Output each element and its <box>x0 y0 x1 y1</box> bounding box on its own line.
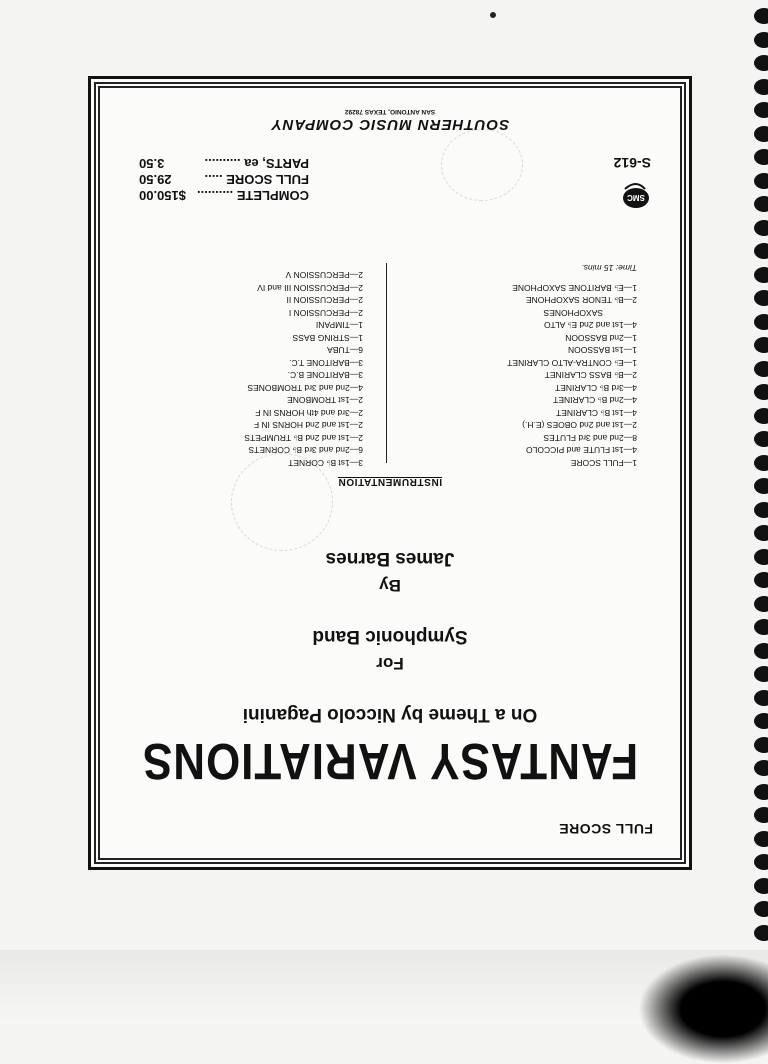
binding-loop <box>754 220 768 236</box>
composer-name: James Barnes <box>325 548 455 569</box>
binding-loop <box>754 267 768 283</box>
instrument-item: 2—1st and 2nd HORNS IN F <box>253 420 363 431</box>
instrument-item: 2—PERCUSSION I <box>288 308 363 318</box>
instrument-item: 1—1st BASSOON <box>568 345 637 356</box>
ensemble-name: Symphonic Band <box>312 626 468 647</box>
logo-text: SMC <box>627 193 645 202</box>
instrument-item: 3—BARITONE T.C. <box>289 358 363 368</box>
instrument-item: 2—1st and 2nd OBOES (E.H.) <box>522 420 637 431</box>
price-value: $150.00 <box>139 188 186 203</box>
instrument-list-brass-percussion <box>244 269 363 469</box>
by-label: By <box>379 576 401 595</box>
piece-subtitle: On a Theme by Niccolo Paganini <box>242 704 538 725</box>
binding-loop <box>754 55 768 71</box>
binding-loop <box>754 737 768 753</box>
binding-loop <box>754 854 768 870</box>
instrument-item: 6—2nd and 3rd B♭ CORNETS <box>248 445 363 456</box>
price-list <box>139 155 309 203</box>
binding-loop <box>754 408 768 424</box>
instrument-item: 8—2nd and 3rd FLUTES <box>543 433 637 443</box>
binding-loop <box>754 337 768 353</box>
publisher-address: SAN ANTONIO, TEXAS 78292 <box>344 108 436 115</box>
binding-loop <box>754 126 768 142</box>
binding-loop <box>754 525 768 541</box>
publisher-name: SOUTHERN MUSIC COMPANY <box>270 116 510 133</box>
price-label: COMPLETE .......... <box>197 188 309 203</box>
score-cover <box>88 76 692 870</box>
binding-loop <box>754 878 768 894</box>
instrument-item: SAXOPHONES <box>543 308 603 318</box>
binding-loop <box>754 690 768 706</box>
binding-loop <box>754 102 768 118</box>
piece-title: FANTASY VARIATIONS <box>141 732 639 789</box>
instrument-item: 3—BARITONE B.C. <box>287 370 363 381</box>
binding-loop <box>754 8 768 24</box>
instrument-item: 1—E♭ BARITONE SAXOPHONE <box>512 283 637 293</box>
binding-loop <box>754 619 768 635</box>
binding-loop <box>754 431 768 447</box>
binding-loop <box>754 384 768 400</box>
binding-loop <box>754 572 768 588</box>
instrument-item: 2—PERCUSSION II <box>286 295 363 306</box>
score-type-label: FULL SCORE <box>558 821 653 837</box>
binding-loop <box>754 361 768 377</box>
spiral-binding <box>746 0 768 960</box>
binding-loop <box>754 807 768 823</box>
binding-loop <box>754 32 768 48</box>
price-label: FULL SCORE ..... <box>204 172 309 187</box>
price-row-parts <box>139 155 309 171</box>
faint-stamp-mark <box>441 129 523 201</box>
binding-loop <box>754 643 768 659</box>
column-divider <box>386 263 387 463</box>
instrument-item: 4—1st and 2nd E♭ ALTO <box>543 320 637 331</box>
instrument-item: 4—3rd B♭ CLARINET <box>555 383 637 393</box>
instrument-item: 1—FULL SCORE <box>570 458 637 468</box>
binding-loop <box>754 549 768 565</box>
price-value: 29.50 <box>139 172 172 187</box>
instrument-item: 1—2nd BASSOON <box>565 333 637 343</box>
for-label: For <box>376 654 404 673</box>
binding-loop <box>754 596 768 612</box>
instrument-item: 2—B♭ BASS CLARINET <box>544 370 637 381</box>
binding-loop <box>754 925 768 941</box>
binding-loop <box>754 455 768 471</box>
binding-loop <box>754 79 768 95</box>
binding-loop <box>754 196 768 212</box>
price-row-full-score <box>139 171 309 187</box>
instrument-item: 4—1st FLUTE and PICCOLO <box>525 445 637 456</box>
binding-loop <box>754 314 768 330</box>
performance-time: Time: 15 mins. <box>581 263 637 273</box>
price-row-complete <box>139 187 309 203</box>
smc-logo-icon <box>621 183 651 211</box>
price-value: 3.50 <box>139 156 165 171</box>
price-label: PARTS, ea .......... <box>204 156 309 171</box>
instrument-item: 2—B♭ TENOR SAXOPHONE <box>525 295 637 306</box>
instrument-item: 1—E♭ CONTRA-ALTO CLARINET <box>507 358 637 368</box>
instrument-item: 6—TUBA <box>327 345 363 356</box>
binding-loop <box>754 502 768 518</box>
instrumentation-heading: INSTRUMENTATION <box>337 476 443 487</box>
ink-speck <box>490 12 496 18</box>
instrument-item: 4—1st B♭ CLARINET <box>555 408 637 418</box>
binding-loop <box>754 831 768 847</box>
binding-loop <box>754 713 768 729</box>
binding-loop <box>754 243 768 259</box>
binding-loop <box>754 478 768 494</box>
binding-loop <box>754 290 768 306</box>
binding-loop <box>754 173 768 189</box>
instrument-item: 4—2nd and 3rd TROMBONES <box>247 383 363 393</box>
instrument-item: 1—TIMPANI <box>315 320 363 331</box>
instrument-item: 2—3rd and 4th HORNS IN F <box>255 408 363 418</box>
instrument-list-woodwinds <box>507 282 637 470</box>
binding-loop <box>754 149 768 165</box>
catalog-number: S-612 <box>613 155 651 171</box>
binding-loop <box>754 760 768 776</box>
instrument-item: 4—2nd B♭ CLARINET <box>553 395 637 406</box>
instrument-item: 2—1st TROMBONE <box>287 395 363 406</box>
binding-loop <box>754 901 768 917</box>
binding-loop <box>754 666 768 682</box>
instrument-item: 1—STRING BASS <box>292 333 363 343</box>
instrument-item: 3—1st B♭ CORNET <box>288 458 363 468</box>
instrument-item: 2—1st and 2nd B♭ TRUMPETS <box>244 433 363 443</box>
instrument-item: 2—PERCUSSION III and IV <box>257 283 363 293</box>
binding-loop <box>754 784 768 800</box>
instrument-item: 2—PERCUSSION V <box>285 270 363 281</box>
